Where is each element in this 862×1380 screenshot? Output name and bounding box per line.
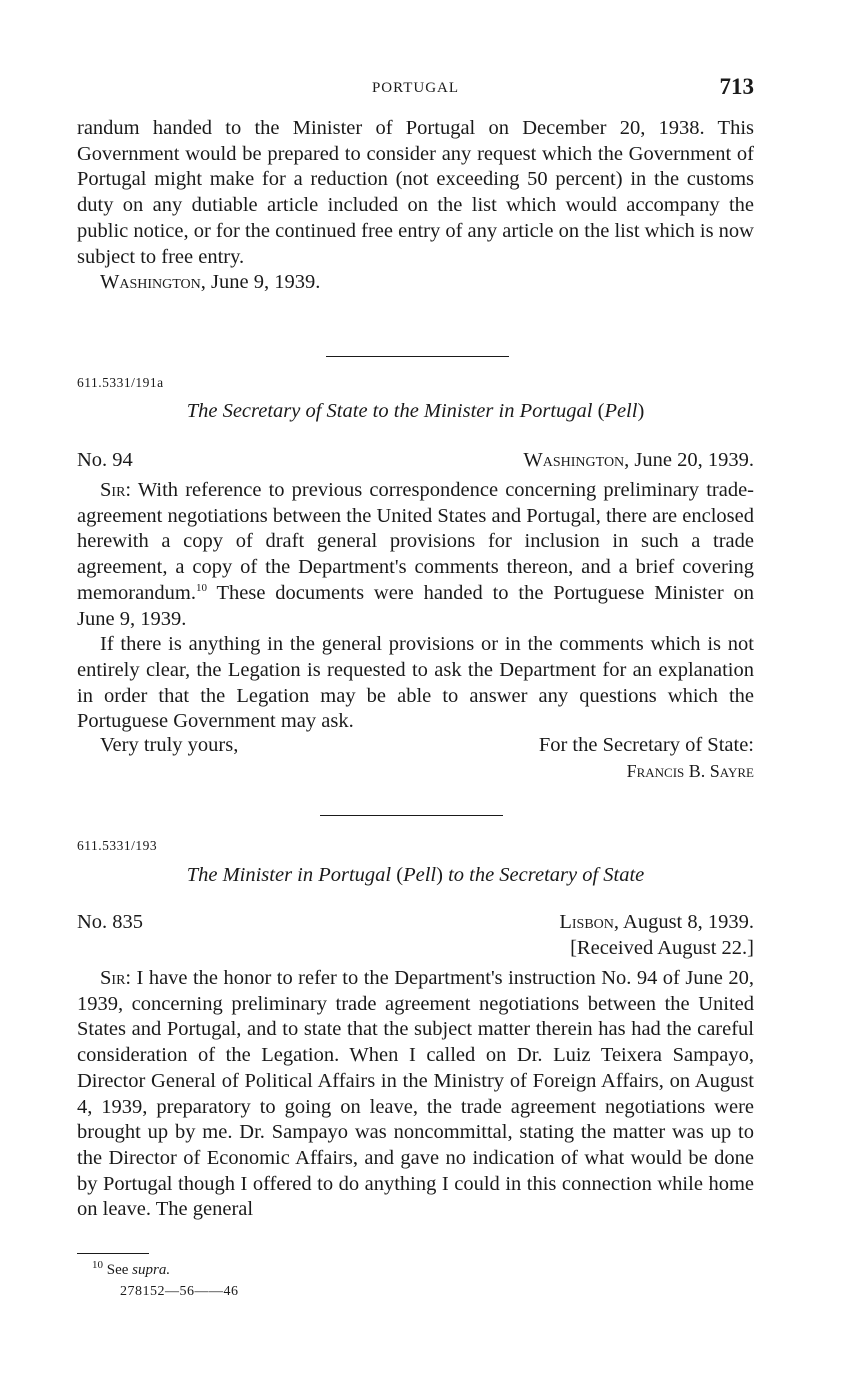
doc2-title-paren-close: ) <box>436 864 443 886</box>
doc2-dateline <box>559 911 754 934</box>
doc2-paragraph-1 <box>77 966 754 1223</box>
doc1-for-line: For the Secretary of State: <box>538 734 754 756</box>
running-head <box>77 74 754 104</box>
doc1-dateline <box>523 449 754 472</box>
doc1-paragraph-2: If there is anything in the general provisions or in the comments which is not entirely clear, the Legation is requested to ask the Department for an explanation in order that the Legation may be able to answer any questions which the Portuguese Government may ask. <box>77 633 754 733</box>
doc2-received-line <box>77 937 754 963</box>
doc1-header-line <box>77 449 754 475</box>
doc1-number: No. 94 <box>77 449 133 471</box>
doc1-place: Washington <box>523 449 625 471</box>
footnote-reference: 10 <box>196 581 207 594</box>
doc1-paragraph-1-end: These documents were handed to the Portuguese Minister on June 9, 1939. <box>77 581 754 630</box>
section-divider-2 <box>320 815 503 816</box>
doc2-title-text: The Minister in Portugal <box>186 864 397 886</box>
continued-paragraph: randum handed to the Minister of Portugal on December 20, 1938. This Government would be prepared to consider any request which the Government of Portugal might make for a reduction (not exceeding 50 percent) in the customs duty on any dutiable article included on the list which would accompany the public notice, or for the continued free entry of any article on the list which is now subject to free entry. <box>77 117 754 268</box>
doc1-title <box>77 400 754 423</box>
doc1-paragraph-1 <box>77 478 754 632</box>
doc2-place: Lisbon <box>559 911 614 933</box>
doc1-signature: Francis B. Sayre <box>626 761 754 781</box>
file-number-191a: 611.5331/191a <box>77 375 164 390</box>
page-number: 713 <box>719 74 754 99</box>
running-head-title: PORTUGAL <box>371 80 460 96</box>
doc2-title-text-2: to the Secretary of State <box>442 864 645 886</box>
doc1-title-name: Pell <box>604 400 638 422</box>
footnote-italic: supra. <box>132 1262 171 1278</box>
doc1-paragraph-1-text: : With reference to previous correspondence concerning preliminary trade-agreement negotiations between the United States and Portugal, there are enclosed herewith a copy of draft general provisions for inclusion in such a trade agreement, a copy of the Department's comments thereon, and a brief covering memorandum. <box>77 479 754 604</box>
doc2-title <box>77 864 754 887</box>
doc1-title-text: The Secretary of State to the Minister in Portugal <box>186 400 598 422</box>
doc1-body <box>77 478 754 735</box>
doc2-body <box>77 966 754 1223</box>
doc1-date: , June 20, 1939. <box>624 449 754 471</box>
dateline-place: Washington <box>100 271 201 294</box>
dateline-washington-june9 <box>77 270 754 296</box>
doc2-received: [Received August 22.] <box>570 937 754 959</box>
doc2-number: No. 835 <box>77 911 144 933</box>
doc2-title-paren-open: ( <box>396 864 404 886</box>
doc2-title-name: Pell <box>403 864 437 886</box>
footnote <box>92 1259 171 1279</box>
section-divider-1 <box>326 356 509 357</box>
doc1-signature-line <box>77 761 754 787</box>
doc2-paragraph-1-text: : I have the honor to refer to the Department's instruction No. 94 of June 20, 1939, concerning preliminary trade agreement negotiations between the United States and Portugal, and to state that the subject matter therein has had the careful consideration of the Legation. When I called on Dr. Luiz Teixera Sampayo, Director General of Political Affairs in the Ministry of Foreign Affairs, on August 4, 1939, preparatory to going on leave, the trade agreement negotiations were brought up by me. Dr. Sampayo was noncommittal, stating the matter was up to the Director of Economic Affairs, and gave no indication of what would be done by Portugal though I offered to do anything I could in this connection while home on leave. The general <box>77 967 754 1221</box>
footnote-text: See <box>103 1262 133 1278</box>
footnote-marker: 10 <box>92 1259 103 1271</box>
dateline-date: , June 9, 1939. <box>200 271 321 294</box>
doc1-closing: Very truly yours, <box>100 734 239 756</box>
section1 <box>77 116 754 296</box>
doc1-title-paren-close: ) <box>637 400 645 422</box>
doc1-title-paren-open: ( <box>597 400 605 422</box>
doc1-salutation: Sir <box>100 479 126 501</box>
doc2-date: , August 8, 1939. <box>613 911 754 933</box>
doc2-header-line <box>77 911 754 937</box>
print-code: 278152—56——46 <box>120 1284 239 1299</box>
doc1-closing-line <box>77 734 754 760</box>
file-number-193: 611.5331/193 <box>77 838 158 853</box>
footnote-rule <box>77 1253 149 1254</box>
doc2-salutation: Sir <box>100 967 126 989</box>
